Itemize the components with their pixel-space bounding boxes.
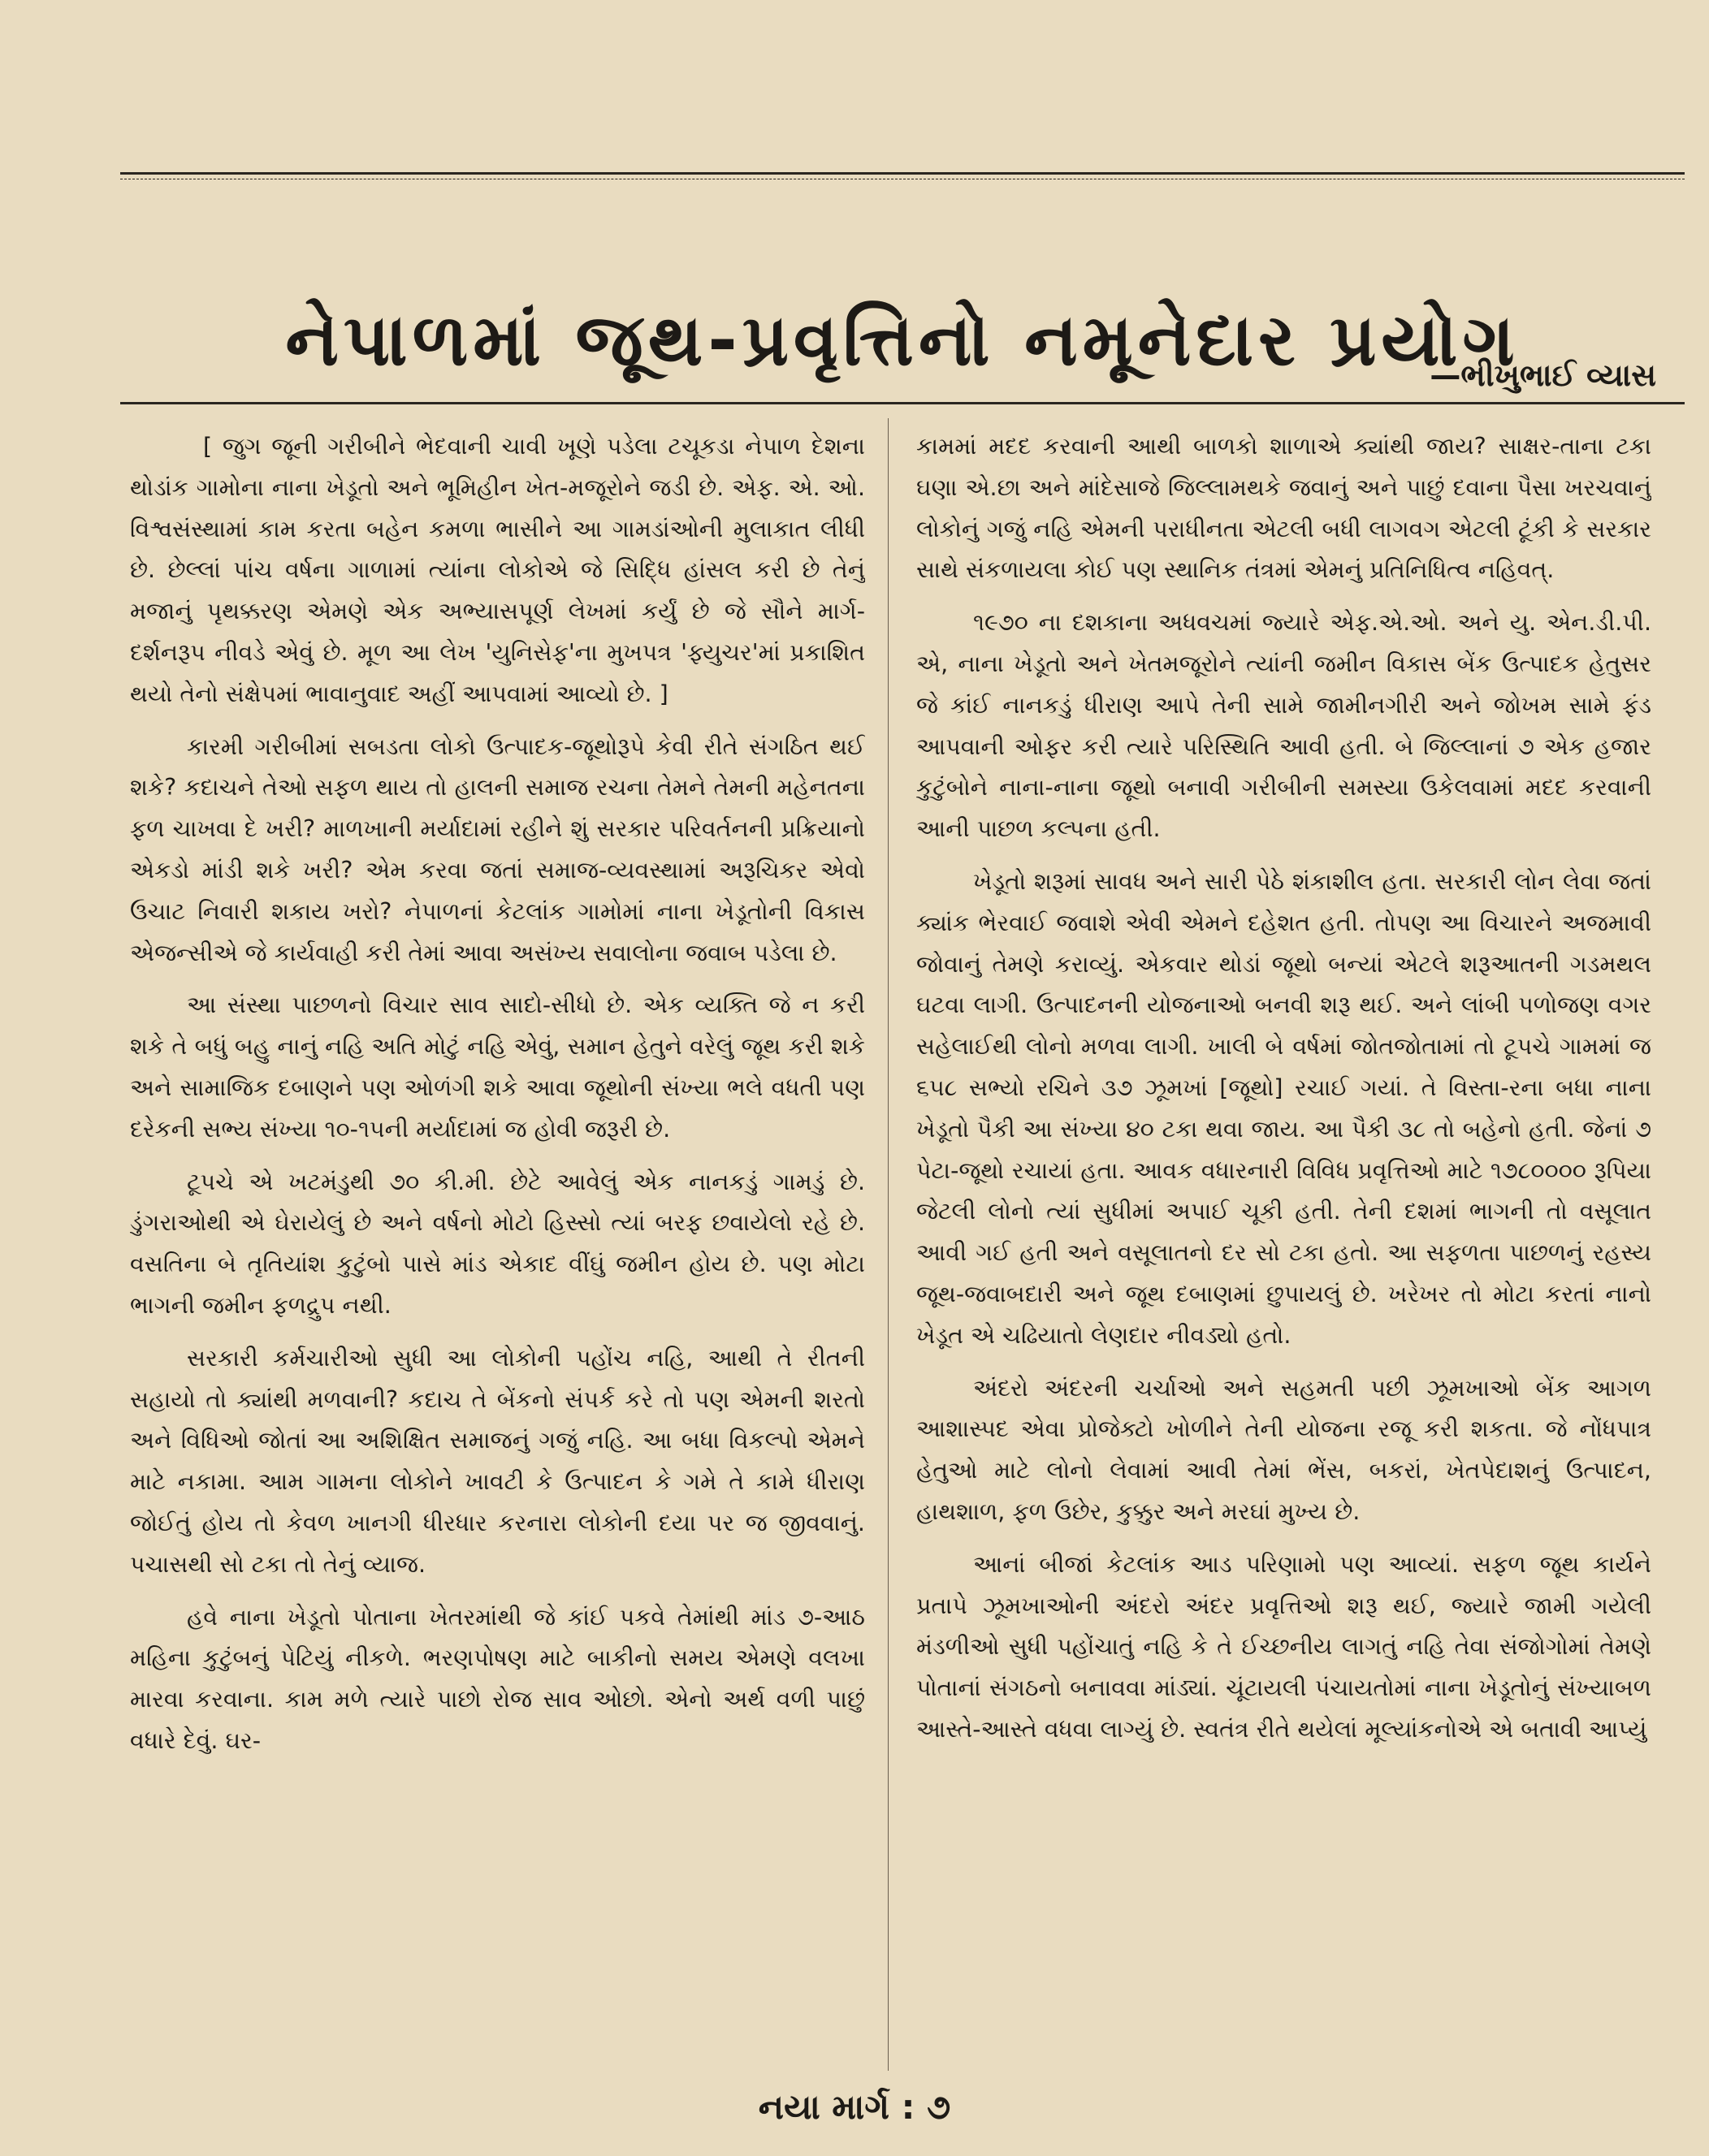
paragraph: આનાં બીજાં કેટલાંક આડ પરિણામો પણ આવ્યાં. સફળ જૂથ કાર્યને પ્રતાપે ઝૂમખાઓની અંદરો અંદર પ્રવૃત્તિઓ શરૂ થઈ, જ્યારે જામી ગયેલી મંડળીઓ સુધી પહોંચાતું નહિ કે તે ઈચ્છનીય લાગતું નહિ તેવા સંજોગોમાં તેમણે પોતાનાં સંગઠનો બનાવવા માંડ્યાં. ચૂંટાયલી પંચાયતોમાં નાના ખેડૂતોનું સંખ્યાબળ આસ્તે-આસ્તે વધવા લાગ્યું છે. સ્વતંત્ર રીતે થયેલાં મૂલ્યાંકનોએ એ બતાવી આપ્યું xyxy=(916,1550,1651,1743)
right-column xyxy=(916,426,1651,2050)
article-author: —ભીખુભાઈ વ્યાસ xyxy=(1430,357,1656,393)
page-footer: નયા માર્ગ : ૭ xyxy=(758,2087,951,2127)
paragraph: કામમાં મદદ કરવાની આથી બાળકો શાળાએ ક્યાંથી જાય? સાક્ષર-તાના ટકા ઘણા એ.છા અને માંદેસાજે જિલ્લામથકે જવાનું અને પાછું દવાના પૈસા ખરચવાનું લોકોનું ગજું નહિ એમની પરાધીનતા એટલી બધી લાગવગ એટલી ટૂંકી કે સરકાર સાથે સંકળાયલા કોઈ પણ સ્થાનિક તંત્રમાં એમનું પ્રતિનિધિત્વ નહિવત્. xyxy=(916,433,1651,584)
column-divider xyxy=(888,418,889,2071)
paragraph: અંદરો અંદરની ચર્ચાઓ અને સહમતી પછી ઝૂમખાઓ બેંક આગળ આશાસ્પદ એવા પ્રોજેક્ટો ખોળીને તેની યોજના રજૂ કરી શકતા. જે નોંધપાત્ર હેતુઓ માટે લોનો લેવામાં આવી તેમાં ભેંસ, બકરાં, ખેતપેદાશનું ઉત્પાદન, હાથશાળ, ફળ ઉછેર, કુક્કુર અને મરઘાં મુખ્ય છે. xyxy=(916,1374,1651,1525)
paragraph: હવે નાના ખેડૂતો પોતાના ખેતરમાંથી જે કાંઈ પકવે તેમાંથી માંડ ૭-આઠ મહિના કુટુંબનું પેટિયું નીકળે. ભરણપોષણ માટે બાકીનો સમય એમણે વલખા મારવા કરવાના. કામ મળે ત્યારે પાછો રોજ સાવ ઓછો. એનો અર્થ વળી પાછું વધારે દેવું. ઘર- xyxy=(130,1603,865,1754)
article-title: નેપાળમાં જૂથ-પ્રવૃત્તિનો નમૂનેદાર પ્રયોગ xyxy=(285,297,1520,382)
intro-paragraph: [ જુગ જૂની ગરીબીને ભેદવાની ચાવી ખૂણે પડેલા ટચૂકડા નેપાળ દેશના થોડાંક ગામોના નાના ખેડૂતો અને ભૂમિહીન ખેત-મજૂરોને જડી છે. એફ. એ. ઓ. વિશ્વસંસ્થામાં કામ કરતા બહેન કમળા ભાસીને આ ગામડાંઓની મુલાકાત લીધી છે. છેલ્લાં પાંચ વર્ષના ગાળામાં ત્યાંના લોકોએ જે સિદ્ધિ હાંસલ કરી છે તેનું મજાનું પૃથક્કરણ એમણે એક અભ્યાસપૂર્ણ લેખમાં કર્યું છે જે સૌને માર્ગ-દર્શનરૂપ નીવડે એવું છે. મૂળ આ લેખ 'યુનિસેફ'ના મુખપત્ર 'ફ્યુચર'માં પ્રકાશિત થયો તેનો સંક્ષેપમાં ભાવાનુવાદ અહીં આપવામાં આવ્યો છે. ] xyxy=(130,433,865,707)
top-rule xyxy=(120,172,1685,175)
paragraph: કારમી ગરીબીમાં સબડતા લોકો ઉત્પાદક-જૂથોરૂપે કેવી રીતે સંગઠિત થઈ શકે? કદાચને તેઓ સફળ થાય તો હાલની સમાજ રચના તેમને તેમની મહેનતના ફળ ચાખવા દે ખરી? માળખાની મર્યાદામાં રહીને શું સરકાર પરિવર્તનની પ્રક્રિયાનો એકડો માંડી શકે ખરી? એમ કરવા જતાં સમાજ-વ્યવસ્થામાં અરૂચિકર એવો ઉચાટ નિવારી શકાય ખરો? નેપાળનાં કેટલાંક ગામોમાં નાના ખેડૂતોની વિકાસ એજન્સીએ જે કાર્યવાહી કરી તેમાં આવા અસંખ્ય સવાલોના જવાબ પડેલા છે. xyxy=(130,732,865,966)
paragraph: સરકારી કર્મચારીઓ સુધી આ લોકોની પહોંચ નહિ, આથી તે રીતની સહાયો તો ક્યાંથી મળવાની? કદાચ તે બેંકનો સંપર્ક કરે તો પણ એમની શરતો અને વિધિઓ જોતાં આ અશિક્ષિત સમાજનું ગજું નહિ. આ બધા વિકલ્પો એમને માટે નકામા. આમ ગામના લોકોને ખાવટી કે ઉત્પાદન કે ગમે તે કામે ધીરાણ જોઈતું હોય તો કેવળ ખાનગી ધીરધાર કરનારા લોકોની દયા પર જ જીવવાનું. પચાસથી સો ટકા તો તેનું વ્યાજ. xyxy=(130,1344,865,1578)
paragraph: આ સંસ્થા પાછળનો વિચાર સાવ સાદો-સીધો છે. એક વ્યક્તિ જે ન કરી શકે તે બધું બહુ નાનું નહિ અતિ મોટું નહિ એવું, સમાન હેતુને વરેલું જૂથ કરી શકે અને સામાજિક દબાણને પણ ઓળંગી શકે આવા જૂથોની સંખ્યા ભલે વધતી પણ દરેકની સભ્ય સંખ્યા ૧૦-૧૫ની મર્યાદામાં જ હોવી જરૂરી છે. xyxy=(130,992,865,1143)
paragraph: ખેડૂતો શરૂમાં સાવધ અને સારી પેઠે શંકાશીલ હતા. સરકારી લોન લેવા જતાં ક્યાંક ભેરવાઈ જવાશે એવી એમને દહેશત હતી. તોપણ આ વિચારને અજમાવી જોવાનું તેમણે કરાવ્યું. એકવાર થોડાં જૂથો બન્યાં એટલે શરૂઆતની ગડમથલ ઘટવા લાગી. ઉત્પાદનની યોજનાઓ બનવી શરૂ થઈ. અને લાંબી પળોજણ વગર સહેલાઈથી લોનો મળવા લાગી. ખાલી બે વર્ષમાં જોતજોતામાં તો ટૂપચે ગામમાં જ ૬૫૮ સભ્યો રચિને ૩૭ ઝૂમખાં [જૂથો] રચાઈ ગયાં. તે વિસ્તા-રના બધા નાના ખેડૂતો પૈકી આ સંખ્યા ૪૦ ટકા થવા જાય. આ પૈકી ૩૮ તો બહેનો હતી. જેનાં ૭ પેટા-જૂથો રચાયાં હતા. આવક વધારનારી વિવિધ પ્રવૃત્તિઓ માટે ૧૭૮૦૦૦૦ રૂપિયા જેટલી લોનો ત્યાં સુધીમાં અપાઈ ચૂકી હતી. તેની દશમાં ભાગની તો વસૂલાત આવી ગઈ હતી અને વસૂલાતનો દર સો ટકા હતો. આ સફળતા પાછળનું રહસ્ય જૂથ-જવાબદારી અને જૂથ દબાણમાં છુપાયલું છે. ખરેખર તો મોટા કરતાં નાનો ખેડૂત એ ચઢિયાતો લેણદાર નીવડ્યો હતો. xyxy=(916,867,1651,1349)
title-rule xyxy=(120,402,1685,404)
left-column xyxy=(130,426,865,2050)
paragraph: ૧૯૭૦ ના દશકાના અધવચમાં જ્યારે એફ.એ.ઓ. અને યુ. એન.ડી.પી. એ, નાના ખેડૂતો અને ખેતમજૂરોને ત્યાંની જમીન વિકાસ બેંક ઉત્પાદક હેતુસર જે કાંઈ નાનકડું ધીરાણ આપે તેની સામે જામીનગીરી અને જોખમ સામે ફંડ આપવાની ઓફર કરી ત્યારે પરિસ્થિતિ આવી હતી. બે જિલ્લાનાં ૭ એક હજાર કુટુંબોને નાના-નાના જૂથો બનાવી ગરીબીની સમસ્યા ઉકેલવામાં મદદ કરવાની આની પાછળ કલ્પના હતી. xyxy=(916,609,1651,843)
paragraph: ટૂપચે એ ખટમંડુથી ૭૦ કી.મી. છેટે આવેલું એક નાનકડું ગામડું છે. ડુંગરાઓથી એ ઘેરાયેલું છે અને વર્ષનો મોટો હિસ્સો ત્યાં બરફ છવાયેલો રહે છે. વસતિના બે તૃતિયાંશ કુટુંબો પાસે માંડ એકાદ વીંઘું જમીન હોય છે. પણ મોટા ભાગની જમીન ફળદ્રુપ નથી. xyxy=(130,1168,865,1319)
